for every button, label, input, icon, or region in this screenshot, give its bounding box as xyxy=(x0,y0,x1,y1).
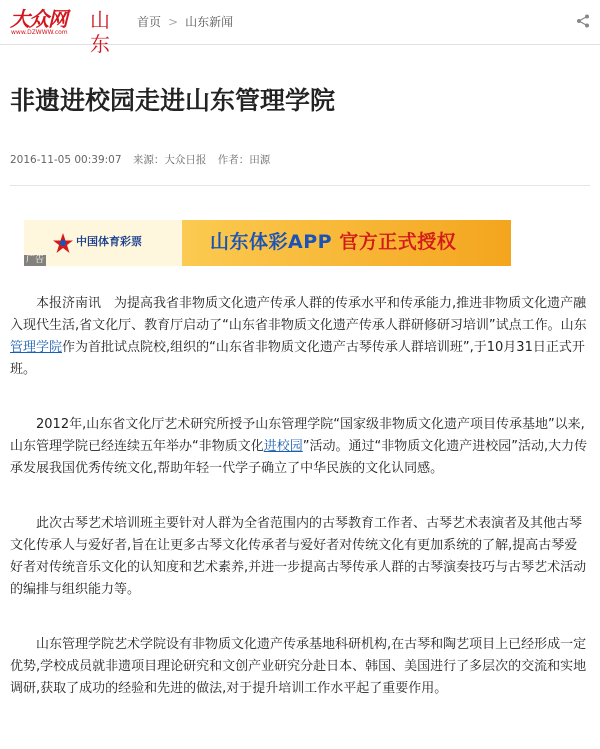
ad-slogan-official: 官方正式授权 xyxy=(339,231,457,253)
ad-brand-box xyxy=(24,220,182,266)
breadcrumb-shandong-news[interactable]: 山东新闻 xyxy=(185,15,234,29)
ad-slogan xyxy=(210,229,456,255)
article-source: 来源：大众日报 xyxy=(132,154,207,166)
paragraph-2: 2012年,山东省文化厅艺术研究所授予山东管理学院“国家级非物质文化遗产项目传承基地”以来,山东管理学院已经连续五年举办“非物质文化进校园”活动。通过“非物质文化遗产进校园”活动,大力传承发展我国优秀传统文化,帮助年轻一代学子确立了中华民族的文化认同感。 xyxy=(10,417,588,476)
article-body xyxy=(10,293,590,733)
lottery-logo-icon xyxy=(52,232,74,254)
breadcrumb-separator: > xyxy=(168,15,179,29)
paragraph-3: 此次古琴艺术培训班主要针对人群为全省范围内的古琴教育工作者、古琴艺术表演者及其他古琴文化传承人与爱好者,旨在让更多古琴文化传承者与爱好者对传统文化有更加系统的了解,提高古琴爱好者对传统音乐文化的认知度和艺术素养,并进一步提高古琴传承人群的古琴演奏技巧与古琴艺术活动的编排与组织能力等。 xyxy=(10,516,587,597)
site-logo[interactable] xyxy=(10,7,128,56)
link-into-campus[interactable]: 进校园 xyxy=(263,439,303,454)
paragraph-1: 本报济南讯 为提高我省非物质文化遗产传承人群的传承水平和传承能力,推进非物质文化遗产融入现代生活,省文化厅、教育厅启动了“山东省非物质文化遗产传承人群研修研习培训”试点工作。山东管理学院作为首批试点院校,组织的“山东省非物质文化遗产古琴传承人群培训班”,于10月31日正式开班。 xyxy=(10,296,587,377)
ad-label: 广告 xyxy=(26,255,45,265)
logo-text: 大众网 xyxy=(10,7,67,31)
breadcrumb xyxy=(137,14,233,30)
divider xyxy=(10,185,590,186)
share-icon[interactable] xyxy=(576,14,590,28)
paragraph-4: 山东管理学院艺术学院设有非物质文化遗产传承基地科研机构,在古琴和陶艺项目上已经形成一定优势,学校成员就非遗项目理论研究和文创产业研究分赴日本、韩国、美国进行了多层次的交流和实地调研,获取了成功的经验和先进的做法,对于提升培训工作水平起了重要作用。 xyxy=(10,637,587,696)
ad-banner[interactable] xyxy=(24,220,511,266)
top-bar xyxy=(0,0,600,56)
article-title: 非遗进校园走进山东管理学院 xyxy=(10,86,336,115)
article-datetime: 2016-11-05 00:39:07 xyxy=(10,154,122,166)
logo-city: 山东 xyxy=(90,8,110,56)
logo-url: www.DZWWW.com xyxy=(11,29,68,36)
link-management-college[interactable]: 管理学院 xyxy=(10,340,63,355)
article-meta xyxy=(10,153,278,167)
breadcrumb-home[interactable]: 首页 xyxy=(137,15,162,29)
ad-slogan-app: 山东体彩APP xyxy=(210,231,333,253)
article-author: 作者：田源 xyxy=(217,154,271,166)
ad-brand-name: 中国体育彩票 xyxy=(76,235,142,248)
